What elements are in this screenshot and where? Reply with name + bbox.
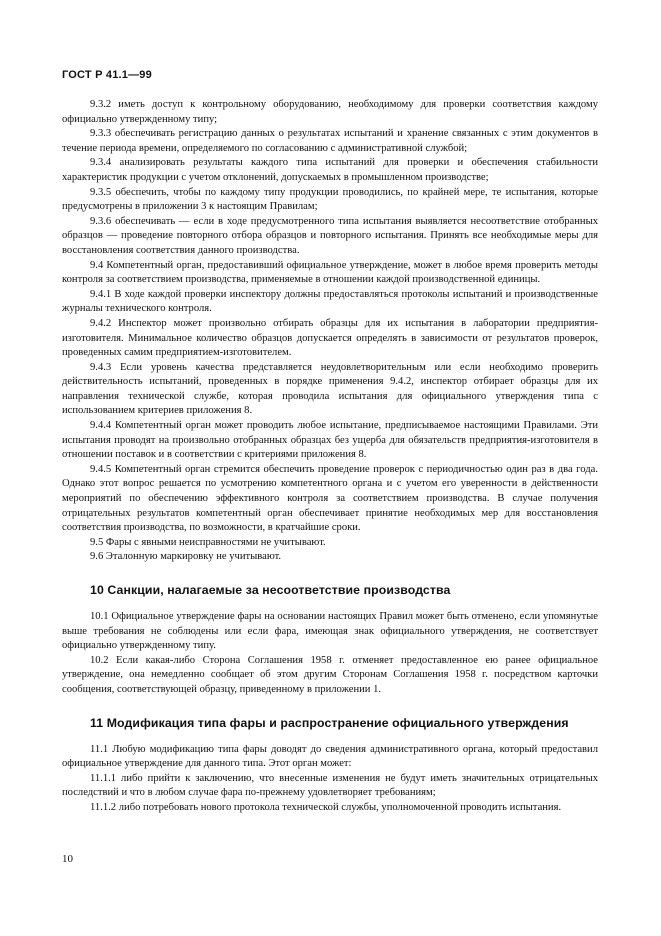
paragraph: 9.3.2 иметь доступ к контрольному оборудованию, необходимому для проверки соответствия каждому официально утвержденному типу;	[62, 99, 598, 125]
section-heading: 11 Модификация типа фары и распространение официального утверждения	[90, 715, 569, 730]
paragraph: 9.3.6 обеспечивать — если в ходе предусмотренного типа испытания выявляется несоответствие отобранных образцов — проведение повторного отбора образцов и повторного испытания. Принять все необходимые меры для восстановления соответствия данного производства.	[62, 215, 598, 256]
page-number: 10	[62, 853, 73, 865]
document-header: ГОСТ Р 41.1—99	[62, 69, 152, 81]
paragraph: 10.2 Если какая-либо Сторона Соглашения 1958 г. отменяет предоставленное ею ранее официальное утверждение, она немедленно сообщает об этом другим Сторонам Соглашения 1958 г. посредством карточки сообщения, соответствующей образцу, приведенному в приложении 1.	[62, 654, 598, 695]
paragraph: 9.4.3 Если уровень качества представляется неудовлетворительным или если необходимо проверить действительность испытаний, проведенных в порядке применения 9.4.2, инспектор отбирает образцы для их направления технической службе, которая проводила испытания для официального утверждения типа с использованием критериев приложения 8.	[62, 361, 598, 417]
paragraph: 11.1 Любую модификацию типа фары доводят до сведения административного органа, который предоставил официальное утверждение для данного типа. Этот орган может:	[62, 743, 598, 770]
paragraph: 9.3.5 обеспечить, чтобы по каждому типу продукции проводились, по крайней мере, те испытания, которые предусмотрены в приложении 3 к настоящим Правилам;	[62, 186, 598, 213]
paragraph: 9.5 Фары с явными неисправностями не учитывают.	[90, 536, 326, 548]
paragraph: 9.6 Эталонную маркировку не учитывают.	[90, 551, 282, 563]
paragraph: 9.4.2 Инспектор может произвольно отбирать образцы для их испытания в лаборатории предприятия-изготовителя. Минимальное количество образцов допускается определять в зависимости от результатов проверок, проведенных самим предприятием-изготовителем.	[62, 317, 598, 359]
paragraph: 9.4 Компетентный орган, предоставивший официальное утверждение, может в любое время проверить методы контроля за соответствием производства, применяемые в отношении каждой производственной единицы.	[62, 259, 598, 286]
section-heading: 10 Санкции, налагаемые за несоответствие производства	[90, 583, 451, 597]
paragraph: 10.1 Официальное утверждение фары на основании настоящих Правил может быть отменено, если упомянутые выше требования не соблюдены или если фара, имеющая знак официального утверждения, не соответствует официально утвержденному типу.	[62, 611, 598, 652]
document-body	[62, 98, 598, 816]
paragraph: 9.3.4 анализировать результаты каждого типа испытаний для проверки и обеспечения стабильности характеристик продукции с учетом отклонений, допускаемых в промышленном производстве;	[62, 157, 598, 183]
paragraph: 9.4.5 Компетентный орган стремится обеспечить проведение проверок с периодичностью один раз в два года. Однако этот вопрос решается по усмотрению компетентного органа и с учетом его уверенности в действенности мероприятий по обеспечению эффективного контроля за соответствием производства. В случае получения отрицательных результатов компетентный орган обеспечивает принятие необходимых мер для восстановления соответствия производства, по возможности, в кратчайшие сроки.	[62, 463, 598, 534]
paragraph: 9.4.4 Компетентный орган может проводить любое испытание, предписываемое настоящими Правилами. Эти испытания проводят на произвольно отобранных образцах без ущерба для обязательств предприятия-изготовителя в отношении поставок и в соответствии с критериями приложения 8.	[62, 420, 598, 461]
paragraph: 11.1.1 либо прийти к заключению, что внесенные изменения не будут иметь значительных отрицательных последствий и что в любом случае фара по-прежнему удовлетворяет требованиям;	[62, 772, 598, 799]
paragraph: 11.1.2 либо потребовать нового протокола технической службы, уполномоченной проводить испытания.	[90, 801, 562, 813]
paragraph: 9.4.1 В ходе каждой проверки инспектору должны предоставляться протоколы испытаний и производственные журналы технического контроля.	[62, 288, 598, 315]
paragraph: 9.3.3 обеспечивать регистрацию данных о результатах испытаний и хранение связанных с этим документов в течение периода времени, определяемого по согласованию с административной службой;	[62, 128, 598, 154]
